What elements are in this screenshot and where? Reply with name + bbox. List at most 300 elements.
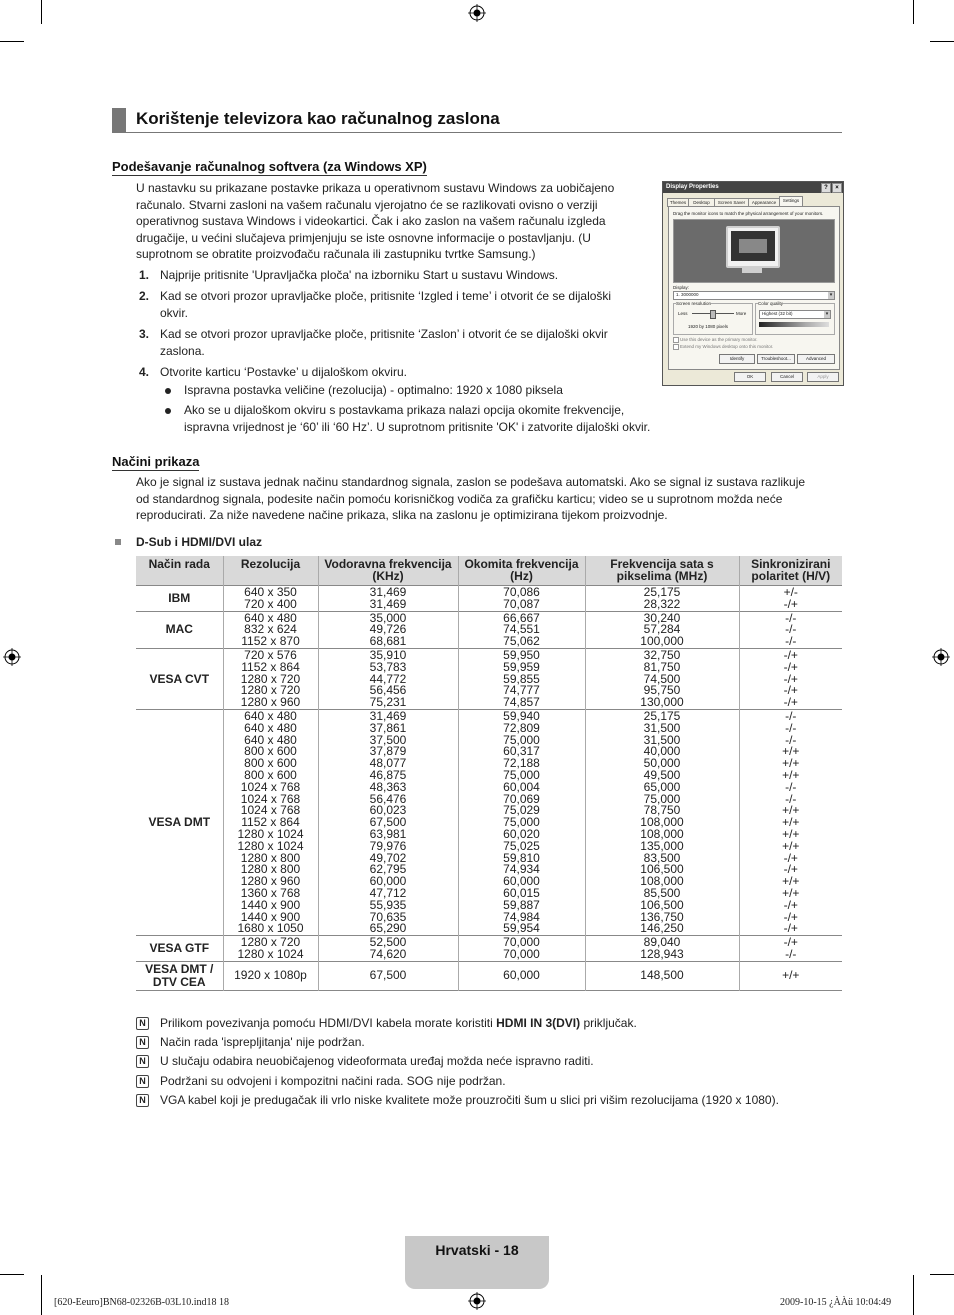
cell-value: 35,000	[369, 610, 407, 625]
page-number: Hrvatski - 18	[435, 1242, 519, 1258]
cell-value: 50,000	[643, 756, 681, 771]
note-icon: N	[136, 1094, 149, 1107]
cell-value: 59,810	[503, 850, 540, 865]
display-label: Display:	[673, 285, 690, 290]
cell-value: 59,950	[503, 647, 540, 662]
cell-value: 59,954	[503, 921, 540, 936]
table-cell	[318, 648, 458, 709]
chevron-down-icon: ▾	[829, 292, 833, 298]
cell-value: 95,750	[643, 683, 681, 698]
cell-value: 37,861	[369, 720, 407, 735]
cell-value: +/+	[782, 803, 800, 818]
dialog-tab-appearance[interactable]: Appearance	[748, 198, 780, 207]
cell-value: 1280 x 720	[240, 935, 301, 950]
cell-value: +/+	[782, 838, 800, 853]
chevron-down-icon: ▾	[825, 311, 829, 317]
mode-name: VESA DMT / DTV CEA	[145, 962, 214, 990]
column-header: Okomita frekvencija (Hz)	[458, 556, 585, 586]
step-line: Kad se otvori prozor upravljačke ploče, pritisnite ‘Zaslon’ i otvorit će se dijaloški okvir	[160, 327, 608, 341]
cell-value: 37,879	[369, 744, 407, 759]
modes-intro	[136, 474, 805, 524]
cell-value: 72,188	[503, 756, 540, 771]
primary-checkbox[interactable]	[673, 337, 679, 343]
bullet-text	[184, 382, 563, 399]
cell-value: 35,910	[369, 647, 407, 662]
print-slug-right: 2009-10-15 ¿ÀÀü 10:04:49	[780, 1297, 892, 1308]
cell-value: 1024 x 768	[240, 803, 301, 818]
intro-line: operativnog sustava Windows i videokartici. Čak i ako zaslon na vašem računalu izgleda	[136, 214, 606, 228]
step-line: Otvorite karticu ‘Postavke’ u dijaloškom okviru.	[160, 365, 407, 379]
step-line: Kad se otvori prozor upravljačke ploče, pritisnite ‘Izgled i teme’ i otvorit će se dijaloški	[160, 289, 612, 303]
cell-value: 31,500	[643, 732, 681, 747]
monitor-stand	[742, 267, 762, 273]
page-title: Korištenje televizora kao računalnog zaslona	[136, 109, 500, 128]
table-cell	[739, 611, 842, 648]
cell-value: 59,855	[503, 671, 540, 686]
cell-value: +/+	[782, 874, 800, 889]
table-cell	[223, 936, 318, 962]
identify-button[interactable]: Identify	[719, 354, 755, 364]
table-cell	[739, 961, 842, 990]
note-text-part: VGA kabel koji je predugačak ili vrlo niske kvalitete može prouzročiti šum u slici pri višim rezolucijama (1920 x 1080).	[160, 1093, 779, 1107]
cell-value: -/+	[783, 671, 798, 686]
cell-value: 1280 x 960	[240, 874, 301, 889]
cell-value: 72,809	[503, 720, 540, 735]
cell-value: 89,040	[643, 935, 681, 950]
cell-value: 640 x 480	[244, 610, 297, 625]
cell-value: -/-	[785, 610, 797, 625]
cell-value: 37,500	[369, 732, 407, 747]
less-label: Less	[678, 311, 688, 316]
cell-value: 68,681	[369, 634, 407, 649]
title-marker	[112, 108, 126, 132]
cell-value: 75,000	[503, 767, 540, 782]
cell-value: 74,551	[503, 622, 540, 637]
dialog-tab-screen-saver[interactable]: Screen Saver	[714, 198, 749, 207]
cell-value: 1280 x 720	[240, 671, 301, 686]
cell-value: 70,086	[503, 585, 540, 599]
cell-value: 31,500	[643, 720, 681, 735]
cell-value: 83,500	[643, 850, 681, 865]
table-cell	[318, 611, 458, 648]
cell-value: 720 x 400	[244, 596, 297, 611]
table-cell	[318, 961, 458, 990]
registration-mark-icon	[932, 648, 950, 666]
cell-value: 75,029	[503, 803, 540, 818]
cell-value: 1152 x 870	[241, 634, 300, 649]
help-icon: ?	[821, 183, 831, 193]
cell-value: 60,004	[503, 779, 540, 794]
cell-value: 1680 x 1050	[237, 921, 304, 936]
cell-value: 130,000	[640, 695, 684, 710]
mode-name: VESA CVT	[149, 671, 210, 686]
crop-mark	[0, 1274, 24, 1275]
step-line: Najprije pritisnite 'Upravljačka ploča' na izborniku Start u sustavu Windows.	[160, 268, 559, 282]
cell-value: 148,500	[640, 968, 684, 983]
dialog-instruction: Drag the monitor icons to match the physical arrangement of your monitors.	[673, 211, 824, 216]
slider-handle[interactable]	[710, 310, 716, 319]
cell-value: 640 x 480	[244, 732, 297, 747]
note-text	[160, 1074, 506, 1089]
page-footer-tab	[405, 1236, 549, 1289]
cell-value: -/-	[785, 791, 797, 806]
note-icon: N	[136, 1036, 149, 1049]
cell-value: 60,000	[503, 968, 540, 983]
cell-value: 85,500	[643, 885, 681, 900]
table-cell	[318, 936, 458, 962]
step-line: okvir.	[160, 305, 189, 320]
crop-mark	[913, 0, 914, 24]
square-bullet-icon	[115, 539, 121, 545]
cell-value: 106,500	[640, 862, 684, 877]
cell-value: +/+	[782, 968, 800, 983]
crop-mark	[913, 1275, 914, 1315]
cell-value: 1024 x 768	[240, 779, 301, 794]
cell-value: 56,456	[369, 683, 407, 698]
step-number: 3.	[139, 327, 150, 341]
cell-value: +/+	[782, 815, 800, 830]
color-value: Highest (32 bit)	[762, 311, 793, 316]
cell-value: 135,000	[640, 838, 684, 853]
bullet-text	[184, 402, 650, 435]
cell-value: 100,000	[640, 634, 684, 649]
cell-value: 75,000	[643, 791, 681, 806]
mode-name: VESA GTF	[149, 941, 210, 955]
cell-value: 28,322	[643, 596, 681, 611]
display-properties-dialog	[662, 181, 844, 386]
table-label	[136, 535, 262, 549]
table-cell	[458, 709, 585, 935]
resolution-slider[interactable]	[692, 313, 734, 314]
cell-value: 1280 x 800	[240, 862, 301, 877]
step-number: 4.	[139, 365, 150, 379]
cell-value: 56,476	[369, 791, 407, 806]
cell-value: 52,500	[369, 935, 407, 950]
step-number: 1.	[139, 268, 150, 282]
cell-value: 60,015	[503, 885, 540, 900]
note-text-bold: HDMI IN 3(DVI)	[496, 1016, 581, 1030]
cell-value: -/-	[785, 708, 797, 723]
cell-value: 25,175	[643, 708, 681, 723]
crop-mark	[930, 41, 954, 42]
cell-value: -/-	[785, 720, 797, 735]
cell-value: 53,783	[369, 659, 407, 674]
crop-mark	[930, 1274, 954, 1275]
cell-value: -/+	[783, 647, 798, 662]
cell-value: 800 x 600	[244, 744, 297, 759]
intro-line: suprotnom se obratite proizvođaču računala ili zastupniku tvrtke Samsung.)	[136, 247, 536, 261]
note-text-part: Podržani su odvojeni i kompozitni načini rada. SOG nije podržan.	[160, 1074, 506, 1088]
cell-value: -/+	[783, 683, 798, 698]
bullet-dot-icon	[165, 408, 171, 414]
table-cell	[223, 586, 318, 612]
cell-value: 48,077	[369, 756, 407, 771]
note-text	[160, 1016, 637, 1031]
cell-value: 640 x 480	[244, 708, 297, 723]
color-label: Color quality	[758, 301, 784, 306]
cell-value: 48,363	[369, 779, 407, 794]
step-text	[160, 267, 558, 284]
step-text	[160, 326, 608, 359]
cell-value: 63,981	[369, 826, 407, 841]
cell-value: 74,777	[503, 683, 540, 698]
section-heading-modes: Načini prikaza	[112, 454, 200, 469]
cell-value: 47,712	[369, 885, 407, 900]
bullet-dot-icon	[165, 388, 171, 394]
cell-value: -/-	[785, 622, 797, 637]
print-slug-left: [620-Eeuro]BN68-02326B-03L10.ind18 18	[54, 1297, 229, 1308]
column-header: Sinkronizirani polaritet (H/V)	[739, 556, 842, 586]
registration-mark-icon	[468, 4, 486, 22]
extend-checkbox-label: Extend my Windows desktop onto this monitor.	[680, 344, 774, 349]
table-cell	[223, 961, 318, 990]
cell-value: +/+	[782, 767, 800, 782]
cell-value: 59,959	[503, 659, 540, 674]
cell-value: 74,934	[503, 862, 540, 877]
cell-value: 108,000	[640, 826, 684, 841]
cell-value: 60,000	[503, 874, 540, 889]
cell-value: 32,750	[643, 647, 681, 662]
cell-value: +/+	[782, 744, 800, 759]
note-text	[160, 1035, 365, 1050]
cell-value: 720 x 576	[244, 647, 297, 662]
note-icon: N	[136, 1055, 149, 1068]
note-text-part: Način rada 'isprepljitanja' nije podržan.	[160, 1035, 365, 1049]
mode-name: IBM	[168, 590, 191, 605]
extend-checkbox[interactable]	[673, 344, 679, 350]
cell-value: -/+	[783, 850, 798, 865]
cell-value: 60,317	[503, 744, 540, 759]
cell-value: 108,000	[640, 815, 684, 830]
cell-value: -/-	[785, 946, 797, 961]
table-cell	[223, 709, 318, 935]
cell-value: +/+	[782, 756, 800, 771]
cell-value: 31,469	[369, 708, 407, 723]
cell-value: 31,469	[369, 585, 407, 599]
section-heading-software: Podešavanje računalnog softvera (za Windows XP)	[112, 159, 427, 174]
cell-value: 640 x 480	[244, 720, 297, 735]
cell-value: 60,000	[369, 874, 407, 889]
column-header: Vodoravna frekvencija (KHz)	[318, 556, 458, 586]
table-cell	[458, 961, 585, 990]
intro-line: računalo. Stvarni zasloni na vašem računalu vjerojatno će se razlikovati ovisno o verziji	[136, 197, 598, 212]
table-row	[136, 709, 842, 935]
advanced-button[interactable]: Advanced	[797, 354, 835, 364]
table-cell	[585, 611, 739, 648]
cell-value: 74,857	[503, 695, 540, 710]
table-row	[136, 961, 842, 990]
cell-value: 1024 x 768	[240, 791, 301, 806]
cell-value: -/+	[783, 596, 798, 611]
note-text-part: Prilikom povezivanja pomoću HDMI/DVI kabela morate koristiti	[160, 1016, 497, 1030]
cell-value: 800 x 600	[244, 767, 297, 782]
table-cell	[585, 586, 739, 612]
column-header: Način rada	[136, 556, 223, 586]
cell-value: 1280 x 1024	[237, 826, 304, 841]
dialog-tab-themes[interactable]: Themes	[667, 198, 689, 207]
cell-value: 70,087	[503, 596, 540, 611]
table-cell	[585, 961, 739, 990]
cell-value: 30,240	[643, 610, 681, 625]
cell-value: 62,795	[369, 862, 407, 877]
cell-value: 46,875	[369, 767, 407, 782]
apply-button[interactable]: Apply	[807, 372, 839, 382]
cancel-button[interactable]: Cancel	[771, 372, 803, 382]
cell-value: 1360 x 768	[240, 885, 301, 900]
cell-value: 67,500	[369, 968, 407, 983]
cell-value: 75,025	[503, 838, 540, 853]
cell-value: -/+	[783, 862, 798, 877]
table-cell	[458, 586, 585, 612]
monitor-screen	[731, 231, 775, 261]
cell-value: 55,935	[369, 897, 407, 912]
cell-value: -/+	[783, 909, 798, 924]
table-row	[136, 648, 842, 709]
cell-value: 25,175	[643, 585, 681, 599]
cell-value: 70,069	[503, 791, 540, 806]
resolution-value: 1920 by 1080 pixels	[688, 324, 729, 329]
table-cell	[739, 648, 842, 709]
more-label: More	[736, 311, 747, 316]
display-select[interactable]	[673, 291, 835, 300]
cell-value: 75,062	[503, 634, 540, 649]
cell-value: 1440 x 900	[240, 909, 301, 924]
table-cell	[585, 709, 739, 935]
note-text-part: U slučaju odabira neuobičajenog videoformata uređaj možda neće ispravno raditi.	[160, 1054, 594, 1068]
ok-button[interactable]: OK	[734, 372, 766, 382]
color-bar	[759, 322, 829, 327]
page-title-bar	[112, 108, 842, 133]
table-cell	[458, 648, 585, 709]
cell-value: -/+	[783, 897, 798, 912]
cell-value: 1280 x 960	[240, 695, 301, 710]
crop-mark	[41, 1275, 42, 1315]
cell-value: 832 x 624	[244, 622, 297, 637]
dialog-titlebar	[663, 182, 843, 193]
crop-mark	[41, 0, 42, 24]
bullet-line: Ako se u dijaloškom okviru s postavkama prikaza nalazi opcija okomite frekvencije,	[184, 403, 625, 417]
table-cell	[318, 709, 458, 935]
settings-panel	[668, 206, 840, 370]
mode-name: MAC	[165, 622, 193, 637]
table-cell	[223, 648, 318, 709]
cell-value: 70,000	[503, 935, 540, 950]
cell-value: 146,250	[640, 921, 684, 936]
monitor-icon	[726, 226, 780, 268]
cell-value: 44,772	[369, 671, 407, 686]
cell-value: 106,500	[640, 897, 684, 912]
dialog-tab-desktop[interactable]: Desktop	[688, 198, 715, 207]
cell-value: 1440 x 900	[240, 897, 301, 912]
table-cell	[739, 709, 842, 935]
table-cell	[458, 936, 585, 962]
cell-value: 74,984	[503, 909, 540, 924]
close-icon: ×	[832, 183, 842, 193]
bullet-line: ispravna vrijednost je ‘60’ ili ‘60 Hz’. U suprotnom pritisnite 'OK' i zatvorite dijaloški okvir.	[184, 419, 651, 434]
cell-value: -/-	[785, 732, 797, 747]
dialog-tab-settings[interactable]: Settings	[779, 196, 803, 207]
table-cell	[223, 611, 318, 648]
cell-value: 49,500	[643, 767, 681, 782]
intro-line: U nastavku su prikazane postavke prikaza u operativnom sustavu Windows za uobičajeno	[136, 181, 615, 195]
cell-value: 81,750	[643, 659, 681, 674]
note-icon: N	[136, 1017, 149, 1030]
table-cell	[458, 611, 585, 648]
troubleshoot-button[interactable]: Troubleshoot...	[757, 354, 795, 364]
cell-value: 59,940	[503, 708, 540, 723]
primary-checkbox-label: Use this device as the primary monitor.	[680, 337, 758, 342]
column-header: Rezolucija	[223, 556, 318, 586]
intro-line: Ako je signal iz sustava jednak načinu standardnog signala, zaslon se podešava automatski. Ako se signal iz sustava razlikuje	[136, 475, 806, 489]
cell-value: 1152 x 864	[241, 815, 300, 830]
step-number: 2.	[139, 289, 150, 303]
intro-line: od standardnog signala, podesite način pomoću korisničkog vodiča za grafičku karticu; video se u suprotnom možda neće	[136, 491, 783, 506]
cell-value: +/-	[783, 585, 798, 599]
cell-value: -/+	[783, 921, 798, 936]
cell-value: 31,469	[369, 596, 407, 611]
bullet-line: Ispravna postavka veličine (rezolucija) - optimalno: 1920 x 1080 piksela	[184, 383, 563, 397]
cell-value: 78,750	[643, 803, 681, 818]
table-header-row	[136, 556, 842, 586]
monitor-arrangement-area	[673, 219, 835, 283]
cell-value: 1920 x 1080p	[234, 968, 307, 983]
cell-value: 128,943	[640, 946, 684, 961]
cell-value: -/+	[783, 695, 798, 710]
cell-value: 60,020	[503, 826, 540, 841]
cell-value: 800 x 600	[244, 756, 297, 771]
dialog-title: Display Properties	[666, 184, 719, 190]
cell-value: 40,000	[643, 744, 681, 759]
cell-value: -/-	[785, 634, 797, 649]
cell-value: +/+	[782, 885, 800, 900]
color-select[interactable]	[759, 310, 831, 319]
intro-line: reproducirati. Za niže navedene načine prikaza, slika na zaslonu je optimizirana tijekom proizvodnje.	[136, 508, 668, 522]
cell-value: 70,000	[503, 946, 540, 961]
table-row	[136, 611, 842, 648]
table-cell	[585, 648, 739, 709]
cell-value: 136,750	[640, 909, 684, 924]
cell-value: -/+	[783, 935, 798, 950]
crop-mark	[0, 41, 24, 42]
cell-value: 60,023	[369, 803, 407, 818]
cell-value: 74,620	[369, 946, 407, 961]
step-text	[160, 288, 611, 321]
cell-value: 57,284	[643, 622, 681, 637]
cell-value: 75,000	[503, 815, 540, 830]
cell-value: 66,667	[503, 610, 540, 625]
cell-value: 1152 x 864	[241, 659, 300, 674]
color-quality-group	[755, 303, 835, 335]
cell-value: +/+	[782, 826, 800, 841]
cell-value: 1280 x 1024	[237, 946, 304, 961]
cell-value: 75,231	[369, 695, 407, 710]
display-value: 1. 3000000	[676, 292, 699, 297]
table-cell	[739, 586, 842, 612]
note-icon: N	[136, 1075, 149, 1088]
table-cell	[585, 936, 739, 962]
note-text	[160, 1054, 594, 1069]
step-line: zaslona.	[160, 343, 205, 358]
table-row	[136, 586, 842, 612]
cell-value: 59,887	[503, 897, 540, 912]
cell-value: 49,726	[369, 622, 407, 637]
note-text	[160, 1093, 779, 1108]
table-row	[136, 936, 842, 962]
cell-value: 75,000	[503, 732, 540, 747]
table-cell	[739, 936, 842, 962]
cell-value: 1280 x 720	[240, 683, 301, 698]
screen-resolution-group	[673, 303, 753, 335]
